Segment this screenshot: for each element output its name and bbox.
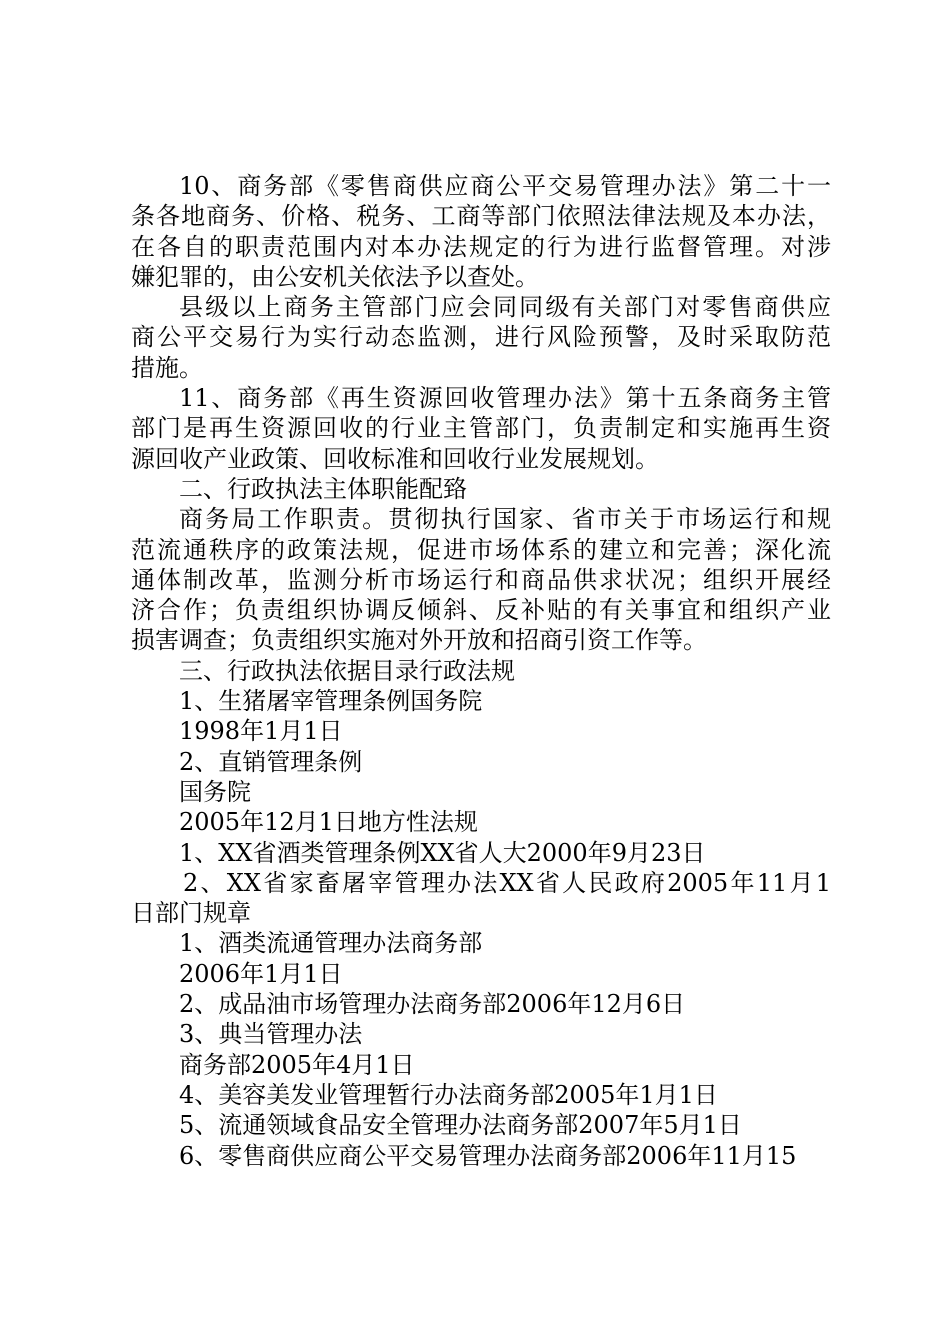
- paragraph-line: 损害调查；负责组织实施对外开放和招商引资工作等。: [131, 626, 707, 655]
- paragraph-line: 商公平交易行为实行动态监测，进行风险预警，及时采取防范: [131, 323, 831, 352]
- paragraph-line: 2、成品油市场管理办法商务部2006年12月6日: [179, 990, 686, 1019]
- paragraph-line: 县级以上商务主管部门应会同同级有关部门对零售商供应: [179, 293, 831, 322]
- paragraph-line: 二、行政执法主体职能配臵: [179, 474, 467, 503]
- paragraph-line: 3、典当管理办法: [179, 1020, 363, 1049]
- paragraph-line: 6、零售商供应商公平交易管理办法商务部2006年11月15: [179, 1141, 797, 1170]
- paragraph-line: 在各自的职责范围内对本办法规定的行为进行监督管理。对涉: [131, 232, 831, 261]
- paragraph-line: 通体制改革，监测分析市场运行和商品供求状况；组织开展经: [131, 565, 831, 594]
- paragraph-line: 措施。: [131, 353, 203, 382]
- paragraph-line: 部门是再生资源回收的行业主管部门，负责制定和实施再生资: [131, 414, 831, 443]
- paragraph-line: 源回收产业政策、回收标准和回收行业发展规划。: [131, 444, 659, 473]
- paragraph-line: 10、商务部《零售商供应商公平交易管理办法》第二十一: [179, 172, 831, 200]
- paragraph-line: 商务部2005年4月1日: [179, 1050, 415, 1079]
- paragraph-line: 2、XX省家畜屠宰管理办法XX省人民政府2005年11月1: [183, 868, 831, 897]
- paragraph-line: 1998年1月1日: [179, 717, 343, 746]
- paragraph-line: 范流通秩序的政策法规，促进市场体系的建立和完善；深化流: [131, 535, 831, 564]
- paragraph-line: 嫌犯罪的，由公安机关依法予以查处。: [131, 262, 539, 291]
- paragraph-line: 11、商务部《再生资源回收管理办法》第十五条商务主管: [179, 384, 831, 413]
- document-body: [131, 171, 831, 1171]
- paragraph-line: 4、美容美发业管理暂行办法商务部2005年1月1日: [179, 1080, 718, 1109]
- paragraph-line: 三、行政执法依据目录行政法规: [179, 656, 515, 685]
- paragraph-line: 1、XX省酒类管理条例XX省人大2000年9月23日: [179, 838, 706, 867]
- paragraph-line: 2006年1月1日: [179, 959, 343, 988]
- paragraph-line: 日部门规章: [131, 899, 251, 928]
- paragraph-line: 5、流通领域食品安全管理办法商务部2007年5月1日: [179, 1111, 742, 1140]
- paragraph-line: 2、直销管理条例: [179, 747, 363, 776]
- paragraph-line: 国务院: [179, 777, 251, 806]
- paragraph-line: 商务局工作职责。贯彻执行国家、省市关于市场运行和规: [179, 505, 831, 534]
- paragraph-line: 条各地商务、价格、税务、工商等部门依照法律法规及本办法，: [131, 202, 831, 231]
- paragraph-line: 济合作；负责组织协调反倾斜、反补贴的有关事宜和组织产业: [131, 596, 831, 625]
- paragraph-line: 1、生猪屠宰管理条例国务院: [179, 687, 483, 716]
- paragraph-line: 2005年12月1日地方性法规: [179, 808, 478, 837]
- paragraph-line: 1、酒类流通管理办法商务部: [179, 929, 483, 958]
